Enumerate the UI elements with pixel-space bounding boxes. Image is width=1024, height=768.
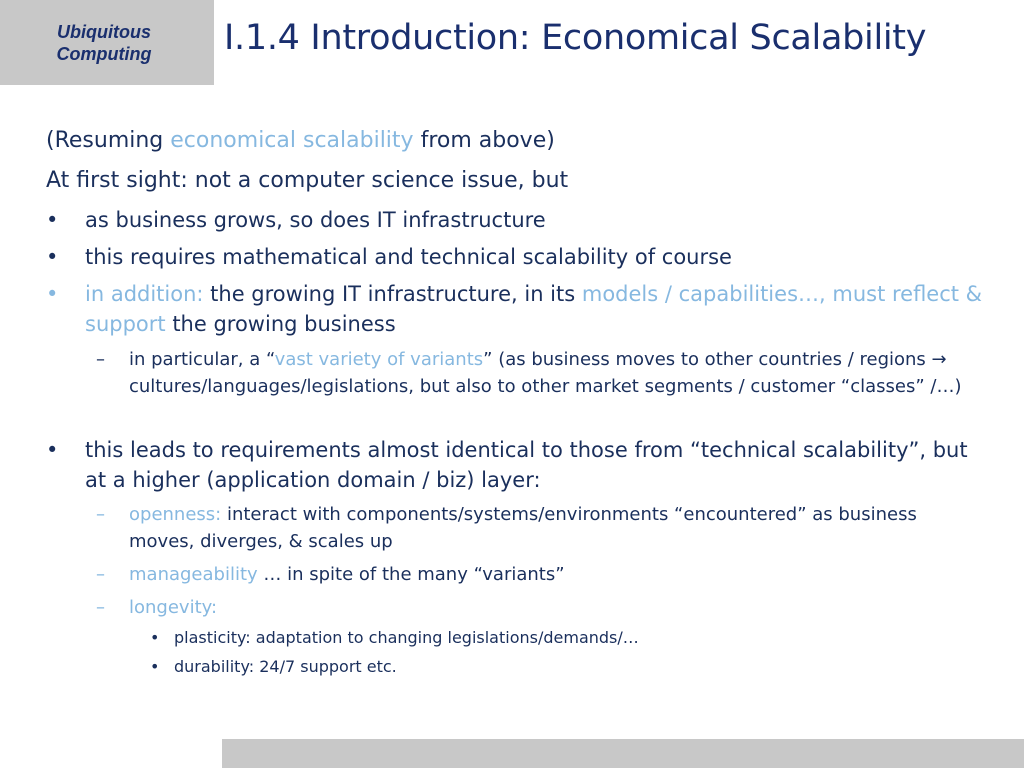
intro-line-first-sight: At first sight: not a computer science issue, but: [46, 168, 569, 193]
sub-text-part: interact with components/systems/environments “encountered” as business moves, diverges, & scales up: [129, 504, 917, 552]
sub-bullet-marker: –: [96, 564, 105, 585]
slide-title: I.1.4 Introduction: Economical Scalability: [224, 18, 927, 58]
sub-sub-bullet-marker: •: [150, 628, 160, 647]
bullet-marker: •: [46, 282, 59, 306]
bullet-item-2: [46, 242, 986, 272]
logo-box: [0, 0, 214, 85]
sub-bullet-marker: –: [96, 349, 105, 370]
bullet-text-part: the growing business: [165, 312, 396, 336]
sub-bullet-marker: –: [96, 504, 105, 525]
logo-line-2: Computing: [56, 43, 152, 64]
sub-sub-bullet-plasticity: [150, 626, 950, 650]
bullet-text: this leads to requirements almost identical to those from “technical scalability”, but at a higher (application domain / biz) layer:: [85, 438, 968, 492]
bullet-text: this requires mathematical and technical scalability of course: [85, 245, 732, 269]
bullet-accent: models / capabilities…, must reflect & support: [85, 282, 983, 336]
sub-bullet-text: longevity:: [129, 597, 218, 618]
sub-sub-bullet-durability: [150, 655, 950, 679]
sub-bullet-text: [129, 501, 966, 555]
sub-text-part: ” (as business moves to other countries / regions → cultures/languages/legislations, but also to other market segments / customer “classes” /…): [129, 349, 962, 397]
sub-sub-bullet-text: plasticity: adaptation to changing legislations/demands/…: [174, 628, 639, 647]
sub-bullet-longevity: [96, 594, 966, 621]
sub-bullet-manageability: [96, 561, 966, 588]
bullet-text: [85, 279, 986, 339]
bullet-text: as business grows, so does IT infrastructure: [85, 208, 546, 232]
bullet-marker: •: [46, 438, 59, 462]
bullet-item-3: [46, 279, 986, 339]
bullet-marker: •: [46, 245, 59, 269]
intro-accent: economical scalability: [170, 128, 414, 153]
sub-text-part: … in spite of the many “variants”: [257, 564, 565, 585]
bullet-marker: •: [46, 208, 59, 232]
footer-bar: [222, 739, 1024, 768]
bullet-item-1: [46, 205, 986, 235]
bullet-text-part: the growing IT infrastructure, in its: [203, 282, 582, 306]
sub-sub-bullet-text: durability: 24/7 support etc.: [174, 657, 397, 676]
sub-bullet-marker: –: [96, 597, 105, 618]
intro-text-a: (Resuming: [46, 128, 171, 153]
sub-accent: manageability: [129, 564, 258, 585]
sub-bullet-vast-variety: [96, 346, 966, 400]
logo-line-1: Ubiquitous: [57, 21, 151, 42]
bullet-item-4: [46, 435, 986, 495]
intro-text-b: from above): [413, 128, 555, 153]
bullet-accent: in addition:: [85, 282, 204, 306]
sub-bullet-text: [129, 346, 966, 400]
sub-bullet-text: [129, 561, 966, 588]
sub-bullet-openness: [96, 501, 966, 555]
sub-accent: vast variety of variants: [274, 349, 484, 370]
sub-text-part: in particular, a “: [129, 349, 275, 370]
intro-line-resuming: [46, 128, 555, 153]
sub-sub-bullet-marker: •: [150, 657, 160, 676]
sub-accent: openness:: [129, 504, 222, 525]
